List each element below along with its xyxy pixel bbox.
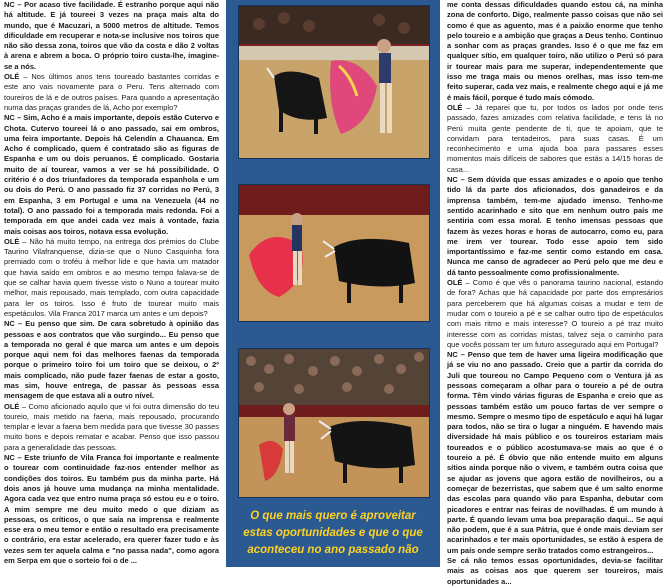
paragraph-text: Sem dúvida que essas amizades e o apoio que tenho tido lá da parte dos aficionados, dos ganadeiros e da imprensa também, tem-me ajudado imenso. Tenho-me sentido acarinhado e sito que em nenhum outro país me sentiria com essa moral. E tenho imensas pessoas que fazem às vezes horas e horas de autocarro, como eu, para me irem ver tourear. Todo esse apoio tem sido importantíssimo e faz-me sentir como estando em casa. Nunca me canso de agradecer ao Perú pelo que me deu e dá tanto pessoalmente como profissionalmente.	[447, 175, 663, 277]
paragraph-text: Já reparei que tu, por todos os lados por onde tens passado, fazes amizades com relativa facilidade, e tens lá no Perú muita gente pendente de ti, que te apoiam, que te convidam para tentadeiros, para suas casas. É um reconhecimento e uma ajuda boa para passares esses momentos mais difíceis de sabores que estás a 14/15 horas de casa...	[447, 102, 664, 174]
pull-quote-line: estas oportunidades e que o que	[243, 527, 423, 539]
pull-quote-line: aconteceu no ano passado não	[247, 544, 419, 556]
paragraph-text: Como é que vês o panorama taurino nacional, estando de fora? Achas que há capacidade por parte dos empresários para perceberem que há algumas coisas a mudar e tem de mudar com o toureio a pé e se calhar outro tipo de espetáculos com mais ritmo e mais interesse? O toureio a pé traz muito interesse com as corridas mistas, talvez seja o caminho para que vocês possam ter um futuro assegurado aqui em Portugal?	[447, 278, 663, 349]
speaker-tag: NC	[447, 350, 458, 360]
answer-paragraph	[447, 0, 663, 103]
speaker-tag: OLÉ	[447, 278, 463, 288]
paragraph-text: Não há muito tempo, na entrega dos prémios do Clube Taurino Vilafranquense, dizia-se que o Nuno Casquinha fora premiado com o troféu à melhor lide e que havia um matador que havia saído em ombros e ao mesmo tempo falava-se de que se calhar havia quem tivesse visto o Nuno a tourear muito melhor, mais repousado, mais templado, com outra capacidade para ler os toiros. Isso é fruto de tourear muito mais espetáculos. Vila Franca 2017 marca um antes e um depois?	[4, 236, 220, 318]
paragraph-text: Penso que tem de haver uma ligeira modificação que já se viu no ano passado. Creio que a partir da corrida do Juli que toureou no Campo Pequeno com o Ventura já as pessoas começaram a olhar para o toureio a pé de outra forma. Têm vindo várias figuras de Espanha e creio que as pessoas também estão um pouco fartas de ver sempre o mesmo. Sempre o mesmo tipo de espetáculo e aqui há lugar para todos, não se tira o lugar a ninguém. E havendo mais diversidade há mais público e os toureiros estariam mais toureados e o público acostumava-se mais ao que é o toureio a pé. É óbvio que não entende muito em alguns sítios ainda porque não o vivem, e também outra coisa que se ajudar as jovens que agora estão de novilheiros, ou a começar de bezerristas, que sabem que é um salto enorme das escolas para quando vão para Espanha, debutar com picadores e entrar nas feiras de novilhadas. É um mundo à parte. É quando levam uma boa preparação daqui... Se aqui não podem, que é a sua Pátria, que é onde mais deviam ser acarinhados e ter mais oportunidades, se estão à espera de um país onde sempre serão tratados como estrangeiros...	[447, 350, 663, 555]
answer-paragraph: NC – Sem dúvida que essas amizades e o apoio que tenho tido lá da parte dos aficionados, dos ganadeiros e da imprensa também, tem-me ajudado imenso. Tenho-me sentido acarinhado e sito que em nenhum outro país me sentiria com essa moral. E tenho imensas pessoas que fazem às vezes horas e horas de autocarro, como eu, para me irem ver tourear. Todo esse apoio tem sido importantíssimo e faz-me sentir como estando em casa. Nunca me canso de agradecer ao Perú pelo que me deu e dá tanto pessoalmente como profissionalmente.	[447, 175, 663, 277]
speaker-tag: NC	[4, 453, 15, 463]
paragraph-text: Sim, Acho é a mais importante, depois estão Cutervo e Chota. Cutervo toureei lá o ano passado, sai em ombros, uma feira importante. Depois há Celendín a Chauanca. Em Acho é complicado, quem é contratado são as figuras de Espanha e um ou dois peruanos. É complicado. Gostaria muito de aí tourear, vamos a ver se há possibilidade. O critério é o dos triunfadores da temporada espanhola e um ou dois do Perú. O ano passado fiz 37 corridas no Perú, 3 em Espanha, 3 em Portugal e uma na Venezuela (44 no total). O ano passado foi a temporada mais redonda. Foi a temporada em que andei cada vez mais à vontade, fazia mais coisas aos toiros, notava essa evolução.	[4, 113, 220, 236]
bullfight-photo-2	[238, 184, 430, 322]
question-paragraph: OLÉ – Como aficionado aquilo que vi foi outra dimensão do teu toureio, mais metido na faena, mais repousado, procurando templar e levar a faena bem medida para que tivesse 30 passes muito bons e depois rematar e acabar. Penso que isso passou para a generalidade das pessoas.	[4, 401, 219, 452]
speaker-tag: NC	[4, 0, 15, 9]
right-text-column	[447, 0, 664, 586]
answer-paragraph: NC – Este triunfo de Vila Franca foi importante e realmente o tourear com continuidade faz-nos entender melhor as condições dos toiros. Eu também pus da minha parte. Há dois anos já houve uma mudança na minha mentalidade. Agora cada vez que entro numa praça só estou eu e o toiro. A mim sempre me deu muito medo o que diziam as pessoas, os críticos, o que saía na imprensa e realmente esse era o meu temor e então o resultado era precisamente o contrário, era estar acelerado, era querer fazer tudo e às vezes sem ter aquela calma e "no passa nada", como agora em Serpa em que o sorteio foi o de ...	[4, 453, 219, 566]
question-paragraph: OLÉ – Como é que vês o panorama taurino nacional, estando de fora? Achas que há capacidade por parte dos empresários para perceberem que há algumas coisas a mudar e tem de mudar com o toureio a pé e se calhar outro tipo de espetáculos com mais ritmo e mais interesse? O toureio a pé traz muito interesse com as corridas mistas, talvez seja o caminho para que vocês possam ter um futuro assegurado aqui em Portugal?	[447, 278, 663, 349]
question-paragraph: OLÉ – Nos últimos anos tens toureado bastantes corridas e este ano vais novamente para o Peru. Tens alternado com toureiros de lá e de outros países. Para quando a apresentação numa das praças grandes de lá, Acho por exemplo?	[4, 72, 219, 112]
paragraph-text: Como aficionado aquilo que vi foi outra dimensão do teu toureio, mais metido na faena, mais repousado, procurando templar e levar a faena bem medida para que tivesse 30 passes muito bons e depois rematar e acabar. Penso que isso passou para a generalidade das pessoas.	[4, 401, 219, 452]
paragraph-text: Nos últimos anos tens toureado bastantes corridas e este ano vais novamente para o Peru. Tens alternado com toureiros de lá e de outros países. Para quando a apresentação numa das praças grandes de lá, Acho por exemplo?	[4, 72, 219, 112]
speaker-tag: NC	[4, 113, 15, 123]
question-paragraph: OLÉ – Não há muito tempo, na entrega dos prémios do Clube Taurino Vilafranquense, dizia-se que o Nuno Casquinha fora premiado com o troféu à melhor lide e que havia um matador que havia saído em ombros e ao mesmo tempo falava-se de que se calhar havia quem tivesse visto o Nuno a tourear muito melhor, mais repousado, mais templado, com outra capacidade para ler os toiros. Isso é fruto de tourear muito mais espetáculos. Vila Franca 2017 marca um antes e um depois?	[4, 236, 220, 318]
bullfight-photo-3	[238, 348, 430, 498]
answer-paragraph: NC – Sim, Acho é a mais importante, depois estão Cutervo e Chota. Cutervo toureei lá o ano passado, sai em ombros, uma feira importante. Depois há Celendín a Chauanca. Em Acho é complicado, quem é contratado são as figuras de Espanha e um ou dois peruanos. É complicado. Gostaria muito de aí tourear, vamos a ver se há possibilidade. O critério é o dos triunfadores da temporada espanhola e um ou dois do Perú. O ano passado fiz 37 corridas no Perú, 3 em Espanha, 3 em Portugal e uma na Venezuela (44 no total). O ano passado foi a temporada mais redonda. Foi a temporada em que andei cada vez mais à vontade, fazia mais coisas aos toiros, notava essa evolução.	[4, 113, 220, 236]
speaker-tag: OLÉ	[4, 72, 20, 82]
speaker-tag: NC	[4, 319, 15, 329]
speaker-tag: OLÉ	[447, 102, 463, 112]
photo-panel	[226, 0, 440, 567]
paragraph-text: Se cá não temos essas oportunidades, devia-se facilitar mais as coisas aos que querem ser toureiros, mais oportunidades a...	[447, 556, 663, 586]
question-paragraph: OLÉ – Já reparei que tu, por todos os lados por onde tens passado, fazes amizades com relativa facilidade, e tens lá no Perú muita gente pendente de ti, que te apoiam, que te convidam para tentadeiros, para suas casas. É um reconhecimento e uma ajuda boa para passares esses momentos mais difíceis de sabores que estás a 14/15 horas de casa...	[447, 102, 664, 174]
answer-paragraph: NC – Eu penso que sim. De cara sobretudo à opinião das pessoas e aos contratos que vão surgindo... Eu penso que a temporada no geral é que marca um antes e um depois porque aqui nem foi das melhores faenas da temporada porque o primeiro toiro foi um toiro que se deixou, o 2º mais complicado, não pude fazer faenas de estar a gosto, mas sim, houve entrega, de passar às pessoas essa mensagem de que estava ali a outro nível.	[4, 319, 219, 401]
bullfight-photo-1	[238, 5, 430, 159]
paragraph-text: Eu penso que sim. De cara sobretudo à opinião das pessoas e aos contratos que vão surgindo... Eu penso que a temporada no geral é que marca um antes e um depois porque aqui nem foi das melhores faenas da temporada porque o primeiro toiro foi um toiro que se deixou, o 2º mais complicado, não pude fazer faenas de estar a gosto, mas sim, houve entrega, de passar às pessoas essa mensagem de que estava ali a outro nível.	[4, 319, 219, 401]
pull-quote	[226, 508, 440, 559]
speaker-tag: OLÉ	[4, 401, 20, 411]
paragraph-text: Este triunfo de Vila Franca foi importante e realmente o tourear com continuidade faz-nos entender melhor as condições dos toiros. Eu também pus da minha parte. Há dois anos já houve uma mudança na minha mentalidade. Agora cada vez que entro numa praça só estou eu e o toiro. A mim sempre me deu muito medo o que diziam as pessoas, os críticos, o que saía na imprensa e realmente esse era o meu temor e então o resultado era precisamente o contrário, era estar acelerado, era querer fazer tudo e às vezes sem ter aquela calma e "no passa nada", como agora em Serpa em que o sorteio foi o de ...	[4, 453, 219, 566]
answer-paragraph: NC – Por acaso tive facilidade. É estranho porque aqui não há altitude. E já toureei 3 vezes na praça mais alta do mundo, que é Macuzari, a 5000 metros de altitude. Temos dificuldade em recuperar e nota-se inclusive nos toiros que não são dessa zona, toiros que vão da costa e dão 2 voltas à arena e abrem a boca. O próprio toiro custa-lhe, imagine-se a nós.	[4, 0, 219, 71]
answer-paragraph	[447, 556, 663, 587]
pull-quote-line: O que mais quero é aproveitar	[250, 510, 416, 522]
speaker-tag: OLÉ	[4, 236, 20, 246]
paragraph-text: me conta dessas dificuldades quando estou cá, na minha zona de conforto. Digo, realmente passo coisas que não sei como é que as aguento, mas é a paixão enorme que tenho pelo toureio e a ambição que graças a Deus tenho. Continuo a sonhar com as praças grandes. Isso é o que me faz em qualquer sítio, em qualquer toiro, não utilizo o Perú só para ir tourear mais para me superar, independentemente que isso me traga mais ou menos orelhas, mas isso tem-me feito superar, cada vez mais, e realmente chego aqui e já me é mais fácil, porque é tudo mais cómodo.	[447, 0, 663, 102]
paragraph-text: Por acaso tive facilidade. É estranho porque aqui não há altitude. E já toureei 3 vezes na praça mais alta do mundo, que é Macuzari, a 5000 metros de altitude. Temos dificuldade em recuperar e nota-se inclusive nos toiros que não são dessa zona, toiros que vão da costa e dão 2 voltas à arena e abrem a boca. O próprio toiro custa-lhe, imagine-se a nós.	[4, 0, 219, 71]
left-text-column	[4, 0, 219, 567]
answer-paragraph: NC – Penso que tem de haver uma ligeira modificação que já se viu no ano passado. Creio que a partir da corrida do Juli que toureou no Campo Pequeno com o Ventura já as pessoas começaram a olhar para o toureio a pé de outra forma. Têm vindo várias figuras de Espanha e creio que as pessoas também estão um pouco fartas de ver sempre o mesmo. Sempre o mesmo tipo de espetáculo e aqui há lugar para todos, não se tira o lugar a ninguém. E havendo mais diversidade há mais público e os toureiros estariam mais toureados e o público acostumava-se mais ao que é o toureio a pé. É óbvio que não entende muito em alguns sítios ainda porque não o vivem, e também outra coisa que se ajudar as jovens que agora estão de novilheiros, ou a começar de bezerristas, que sabem que é um salto enorme das escolas para quando vão para Espanha, debutar com picadores e entrar nas feiras de novilhadas. É um mundo à parte. É quando levam uma boa preparação daqui... Se aqui não podem, que é a sua Pátria, que é onde mais deviam ser acarinhados e ter mais oportunidades, se estão à espera de um país onde sempre serão tratados como estrangeiros...	[447, 350, 663, 555]
speaker-tag: NC	[447, 175, 458, 185]
